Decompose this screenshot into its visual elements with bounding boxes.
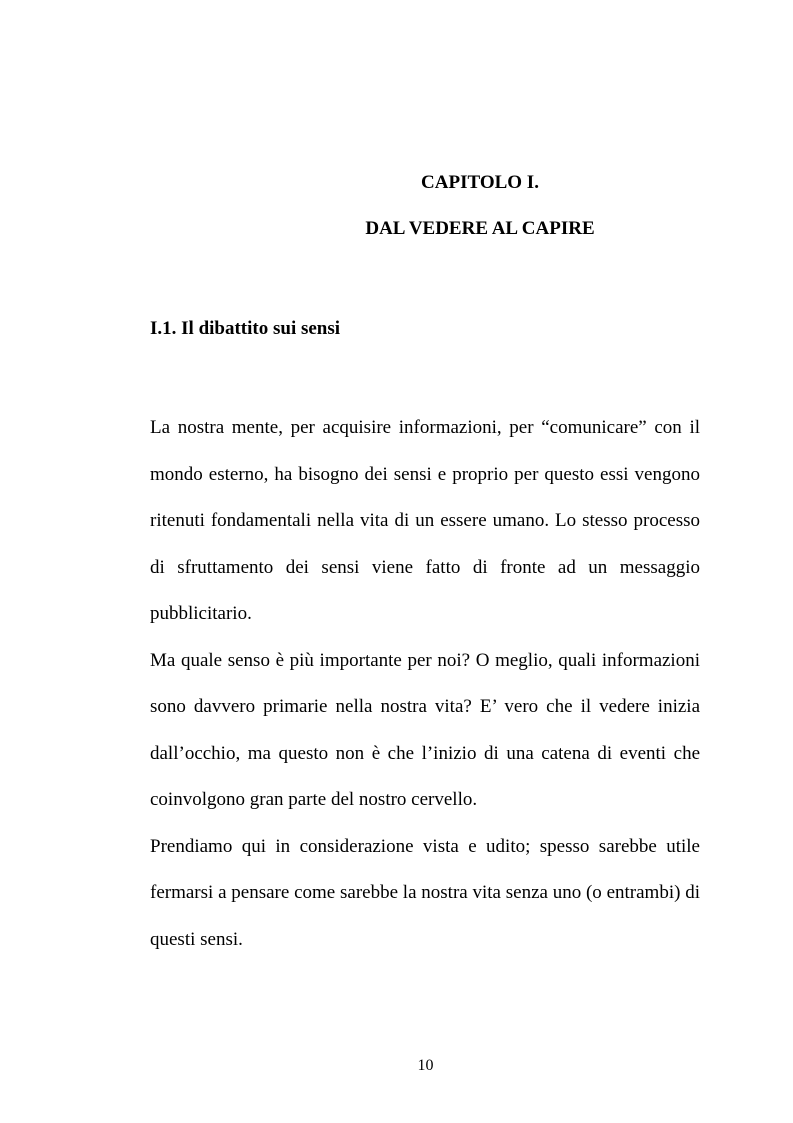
section-heading: I.1. Il dibattito sui sensi [150,318,341,339]
paragraph: Prendiamo qui in considerazione vista e udito; spesso sarebbe utile fermarsi a pensare come sarebbe la nostra vita senza uno (o entrambi) di questi sensi. [150,835,700,950]
paragraph: La nostra mente, per acquisire informazioni, per “comunicare” con il mondo esterno, ha bisogno dei sensi e proprio per questo essi vengono ritenuti fondamentali nella vita di un essere umano. Lo stesso processo di sfruttamento dei sensi viene fatto di fronte ad un messaggio pubblicitario. [150,417,700,624]
paragraph: Ma quale senso è più importante per noi? O meglio, quali informazioni sono davvero primarie nella nostra vita? E’ vero che il vedere inizia dall’occhio, ma questo non è che l’inizio di una catena di eventi che coinvolgono gran parte del nostro cervello. [150,649,700,810]
chapter-title: DAL VEDERE AL CAPIRE [365,218,595,239]
body-text [150,405,700,963]
chapter-label: CAPITOLO I. [421,172,539,193]
page-number: 10 [417,1057,434,1074]
